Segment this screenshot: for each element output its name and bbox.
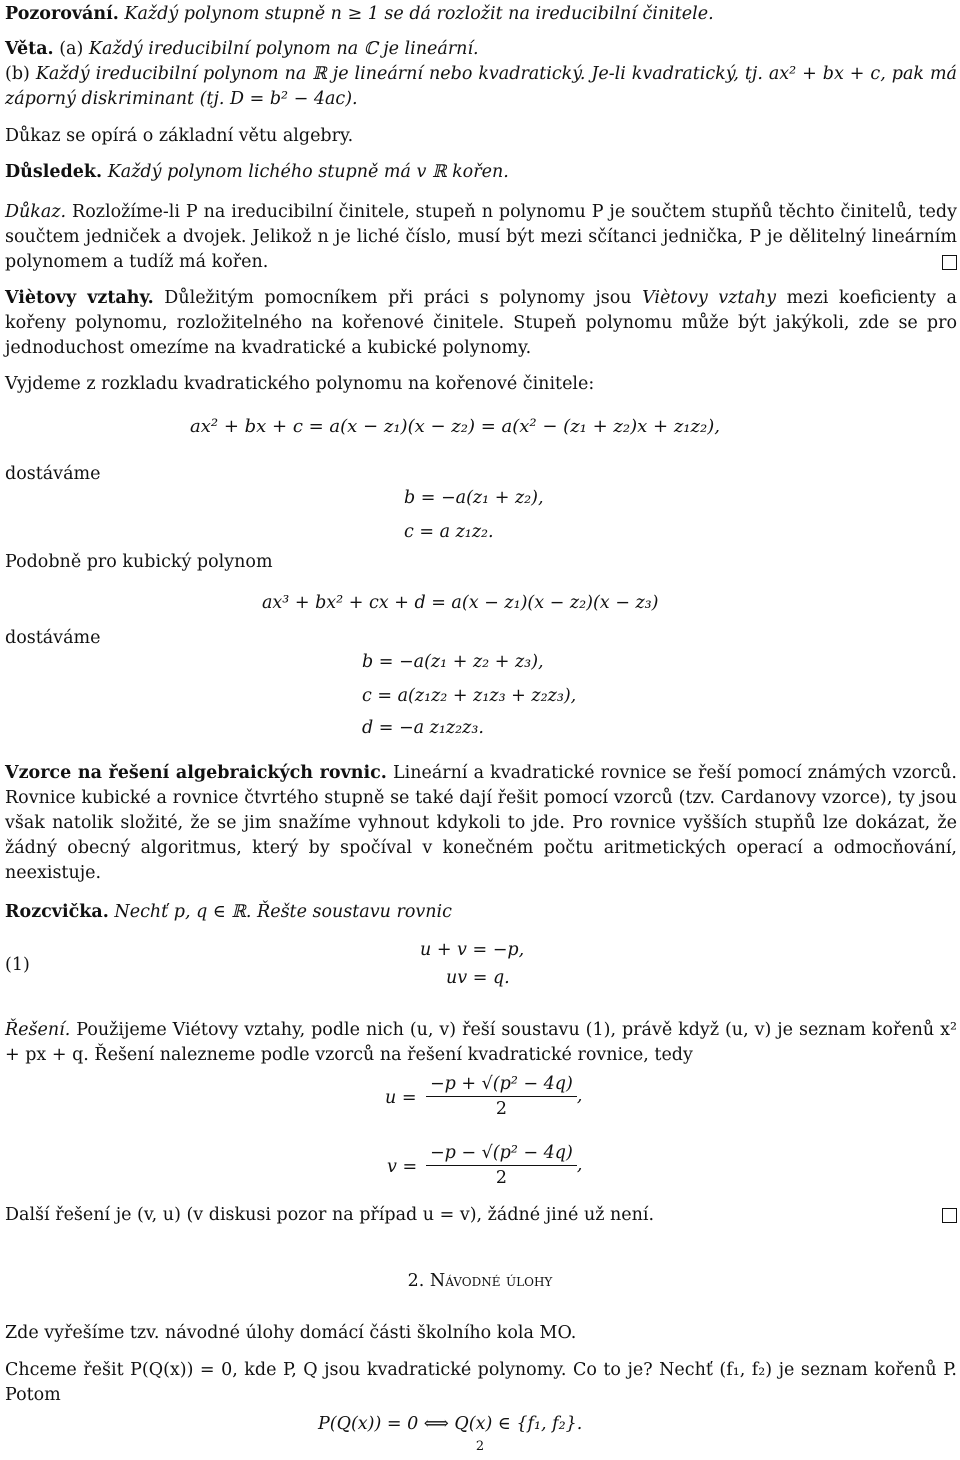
observation-head: Pozorování. <box>5 4 119 24</box>
eq-cubic-c: c = a(z₁z₂ + z₁z₃ + z₂z₃), <box>362 686 577 706</box>
label-dostavame-2-text: dostáváme <box>5 628 101 648</box>
vieta-term: Viètovy vztahy <box>642 288 776 308</box>
sol-v-frac <box>426 1141 582 1190</box>
cubic-intro <box>5 550 957 575</box>
proof-1-body: Rozložíme-li P na ireducibilní činitele, stupeň n polynomu P je součtem stupňů těchto činitelů, tedy součtem jedniček a dvojek. Jelikož n je liché číslo, musí být mezi sčítanci jednička, P je dělitelný lineárním polynomem a tudíž má kořen. <box>5 202 957 272</box>
sol-u-frac <box>426 1072 582 1121</box>
sol-v-numerator: −p − √(p² − 4q) <box>426 1141 577 1166</box>
vieta-body-2: mezi koeficienty a kořeny polynomu, rozložitelného na kořenové činitele. Stupeň polynomu může být jakýkoli, zde se pro jednoduchost omezíme na kvadratické a kubické polynomy. <box>5 288 957 358</box>
proof-1 <box>5 200 957 275</box>
proof-1-head: Důkaz. <box>5 202 67 222</box>
intro-tasks-text: Zde vyřešíme tzv. návodné úlohy domácí části školního kola MO. <box>5 1323 577 1343</box>
proof-note-text: Důkaz se opírá o základní větu algebry. <box>5 126 354 146</box>
sol-v-comma: , <box>576 1155 583 1175</box>
formulas-head: Vzorce na řešení algebraických rovnic. <box>5 763 387 783</box>
sol-v-denominator: 2 <box>495 1168 507 1188</box>
label-dostavame-1 <box>5 462 957 487</box>
observation-body: Každý polynom stupně n ≥ 1 se dá rozložit na ireducibilní činitele. <box>124 4 714 24</box>
corollary <box>5 160 957 185</box>
qed-square-icon <box>942 255 957 270</box>
vieta-body-1: Důležitým pomocníkem při práci s polynomy jsou <box>164 288 632 308</box>
theorem-a-prefix: (a) <box>59 39 84 59</box>
eq-cubic-b: b = −a(z₁ + z₂ + z₃), <box>362 652 544 672</box>
theorem-b-prefix: (b) <box>5 64 30 84</box>
theorem-b: Každý ireducibilní polynom na ℝ je lineární nebo kvadratický. Je-li kvadratický, tj. ax² + bx + c, pak má záporný diskriminant (tj. D = b² − 4ac). <box>5 64 957 109</box>
derive-intro <box>5 372 957 397</box>
solution-head: Řešení. <box>5 1020 71 1040</box>
derive-intro-text: Vyjdeme z rozkladu kvadratického polynomu na kořenové činitele: <box>5 374 595 394</box>
vieta-paragraph <box>5 286 957 361</box>
eq-cubic-d: d = −a z₁z₂z₃. <box>362 718 484 738</box>
eq-quad-b: b = −a(z₁ + z₂), <box>404 488 544 508</box>
vieta-head: Viètovy vztahy. <box>5 288 154 308</box>
theorem-head: Věta. <box>5 39 54 59</box>
eq-quadratic: ax² + bx + c = a(x − z₁)(x − z₂) = a(x² − (z₁ + z₂)x + z₁z₂), <box>190 416 720 437</box>
warmup-head: Rozcvička. <box>5 902 109 922</box>
corollary-head: Důsledek. <box>5 162 103 182</box>
final-equation: P(Q(x)) = 0 ⟺ Q(x) ∈ {f₁, f₂}. <box>318 1414 583 1434</box>
task-text: Chceme řešit P(Q(x)) = 0, kde P, Q jsou kvadratické polynomy. Co to je? Nechť (f₁, f₂) je seznam kořenů P. Potom <box>5 1360 957 1405</box>
warmup-body: Nechť p, q ∈ ℝ. Řešte soustavu rovnic <box>114 902 452 922</box>
sol-u-lhs: u = <box>385 1088 417 1108</box>
corollary-body: Každý polynom lichého stupně má v ℝ kořen. <box>107 162 509 182</box>
system-eq-2: uv = q. <box>446 968 510 988</box>
formulas-body: Lineární a kvadratické rovnice se řeší pomocí známých vzorců. Rovnice kubické a rovnice čtvrtého stupně se také dají řešit pomocí vzorců (tzv. Cardanovy vzorce), ty jsou však natolik složité, že se jim snažíme vyhnout kdykoli to jde. Pro rovnice vyšších stupňů lze dokázat, že žádný obecný algoritmus, který by spočíval v konečném počtu aritmetických operací a odmocňování, neexistuje. <box>5 763 957 883</box>
section-title: 2. Návodné úlohy <box>407 1271 553 1291</box>
solution-paragraph <box>5 1018 957 1068</box>
cubic-intro-text: Podobně pro kubický polynom <box>5 552 273 572</box>
system-label-text: (1) <box>5 955 30 975</box>
label-dostavame-1-text: dostáváme <box>5 464 101 484</box>
observation <box>5 2 957 27</box>
page-number: 2 <box>475 1439 485 1454</box>
label-dostavame-2 <box>5 626 957 651</box>
proof-note <box>5 124 957 149</box>
formulas-paragraph <box>5 761 957 886</box>
eq-cubic: ax³ + bx² + cx + d = a(x − z₁)(x − z₂)(x − z₃) <box>262 593 659 613</box>
eq-quad-c: c = a z₁z₂. <box>404 522 494 542</box>
theorem <box>5 37 957 112</box>
solution-body: Použijeme Viétovy vztahy, podle nich (u, v) řeší soustavu (1), právě když (u, v) je seznam kořenů x² + px + q. Řešení nalezneme podle vzorců na řešení kvadratické rovnice, tedy <box>5 1020 957 1065</box>
system-eq-1: u + v = −p, <box>420 940 525 960</box>
theorem-a: Každý ireducibilní polynom na ℂ je lineární. <box>88 39 479 59</box>
sol-u-numerator: −p + √(p² − 4q) <box>426 1072 577 1097</box>
task-paragraph <box>5 1358 957 1408</box>
intro-tasks <box>5 1321 957 1346</box>
other-solution-text: Další řešení je (v, u) (v diskusi pozor na případ u = v), žádné jiné už není. <box>5 1205 655 1225</box>
warmup <box>5 900 957 925</box>
other-solution <box>5 1203 957 1228</box>
sol-u-denominator: 2 <box>495 1099 507 1119</box>
sol-v-lhs: v = <box>387 1157 418 1177</box>
sol-u-comma: , <box>576 1086 583 1106</box>
qed-square-icon-2 <box>942 1208 957 1223</box>
